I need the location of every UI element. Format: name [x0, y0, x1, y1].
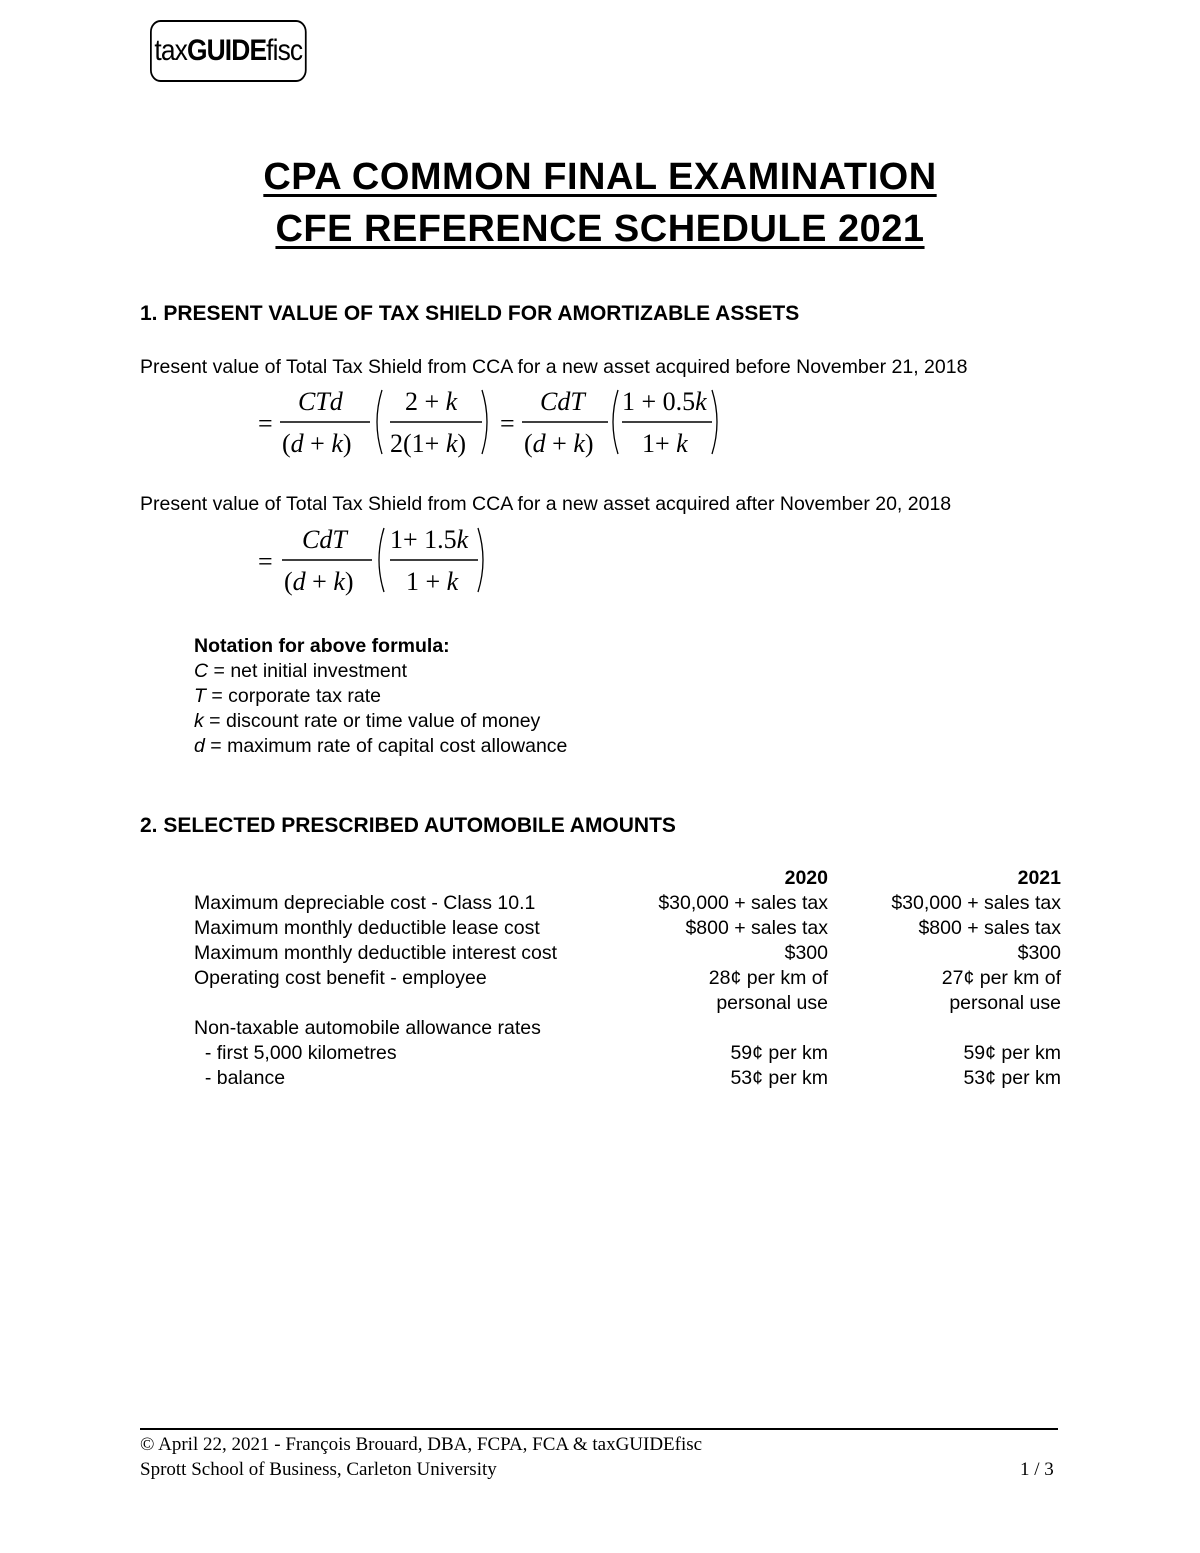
notation-item: T = corporate tax rate [194, 685, 381, 707]
table-row [194, 916, 1061, 941]
footer-copyright: © April 22, 2021 - François Brouard, DBA, FCPA, FCA & taxGUIDEfisc [140, 1434, 703, 1455]
logo-prefix: tax [154, 34, 187, 67]
value-2021: 27¢ per km of [941, 967, 1061, 989]
title-line-2: CFE REFERENCE SCHEDULE 2021 [275, 208, 925, 250]
value-2021: $300 [1017, 942, 1061, 964]
value-2021: $30,000 + sales tax [891, 892, 1061, 914]
value-2020: 59¢ per km [730, 1042, 828, 1064]
notation-item: k = discount rate or time value of money [194, 710, 541, 732]
footer-divider [140, 1428, 1058, 1430]
automobile-table [194, 866, 1061, 1091]
row-label: - balance [194, 1067, 286, 1089]
value-2020: $30,000 + sales tax [658, 892, 828, 914]
svg-text:=: = [258, 547, 273, 576]
row-label: Maximum depreciable cost - Class 10.1 [194, 892, 536, 914]
svg-text:(d + k): (d + k) [524, 429, 594, 458]
svg-text:1+ k: 1+ k [642, 429, 688, 458]
svg-text:CTd: CTd [298, 387, 343, 416]
value-2021 [828, 1016, 1061, 1041]
column-2020: 2020 [784, 867, 828, 889]
svg-text:1 + 0.5k: 1 + 0.5k [622, 387, 707, 416]
svg-text:=: = [258, 409, 273, 438]
svg-text:(d + k): (d + k) [284, 567, 354, 596]
logo [150, 20, 307, 82]
page-number: 1 / 3 [1020, 1459, 1054, 1480]
row-label: Maximum monthly deductible interest cost [194, 942, 558, 964]
value-2020: $800 + sales tax [685, 917, 828, 939]
table-row [194, 891, 1061, 916]
value-2021: 59¢ per km [963, 1042, 1061, 1064]
notation-item: d = maximum rate of capital cost allowance [194, 735, 568, 757]
formula-before-text: Present value of Total Tax Shield from CCA for a new asset acquired before November 21, 2018 [140, 356, 968, 378]
row-label: - first 5,000 kilometres [194, 1042, 397, 1064]
table-row [194, 966, 1061, 991]
title-line-1: CPA COMMON FINAL EXAMINATION [263, 156, 937, 198]
value-2020: personal use [716, 992, 828, 1014]
notation-item: C = net initial investment [194, 660, 407, 682]
formula-after-text: Present value of Total Tax Shield from CCA for a new asset acquired after November 20, 2018 [140, 493, 952, 515]
logo-bold: GUIDE [186, 34, 267, 67]
row-label: Non-taxable automobile allowance rates [194, 1017, 541, 1039]
notation-block [194, 634, 567, 759]
section2-heading: 2. SELECTED PRESCRIBED AUTOMOBILE AMOUNTS [140, 814, 676, 837]
row-label: Maximum monthly deductible lease cost [194, 917, 540, 939]
value-2020 [604, 1016, 828, 1041]
formula-before-2018 [250, 382, 730, 464]
value-2020: 28¢ per km of [708, 967, 828, 989]
value-2021: $800 + sales tax [918, 917, 1061, 939]
footer-institution: Sprott School of Business, Carleton University [140, 1459, 497, 1480]
value-2020: 53¢ per km [730, 1067, 828, 1089]
value-2020: $300 [784, 942, 828, 964]
svg-text:1 + k: 1 + k [406, 567, 459, 596]
table-row [194, 1041, 1061, 1066]
value-2021: 53¢ per km [963, 1067, 1061, 1089]
notation-heading: Notation for above formula: [194, 635, 450, 657]
section1-heading: 1. PRESENT VALUE OF TAX SHIELD FOR AMORTIZABLE ASSETS [140, 302, 800, 325]
svg-text:(d + k): (d + k) [282, 429, 352, 458]
column-2021: 2021 [1017, 867, 1061, 889]
table-header [194, 866, 1061, 891]
table-row [194, 1016, 1061, 1041]
row-label: Operating cost benefit - employee [194, 967, 487, 989]
svg-text:1+ 1.5k: 1+ 1.5k [390, 525, 469, 554]
table-row [194, 1066, 1061, 1091]
svg-text:2(1+ k): 2(1+ k) [390, 429, 467, 458]
row-label [194, 991, 604, 1016]
value-2021: personal use [949, 992, 1061, 1014]
formula-after-2018 [250, 520, 510, 602]
svg-text:CdT: CdT [302, 525, 347, 554]
table-row [194, 941, 1061, 966]
svg-text:CdT: CdT [540, 387, 585, 416]
svg-text:2 + k: 2 + k [405, 387, 458, 416]
svg-text:=: = [500, 409, 515, 438]
logo-suffix: fisc [266, 34, 303, 67]
table-row [194, 991, 1061, 1016]
